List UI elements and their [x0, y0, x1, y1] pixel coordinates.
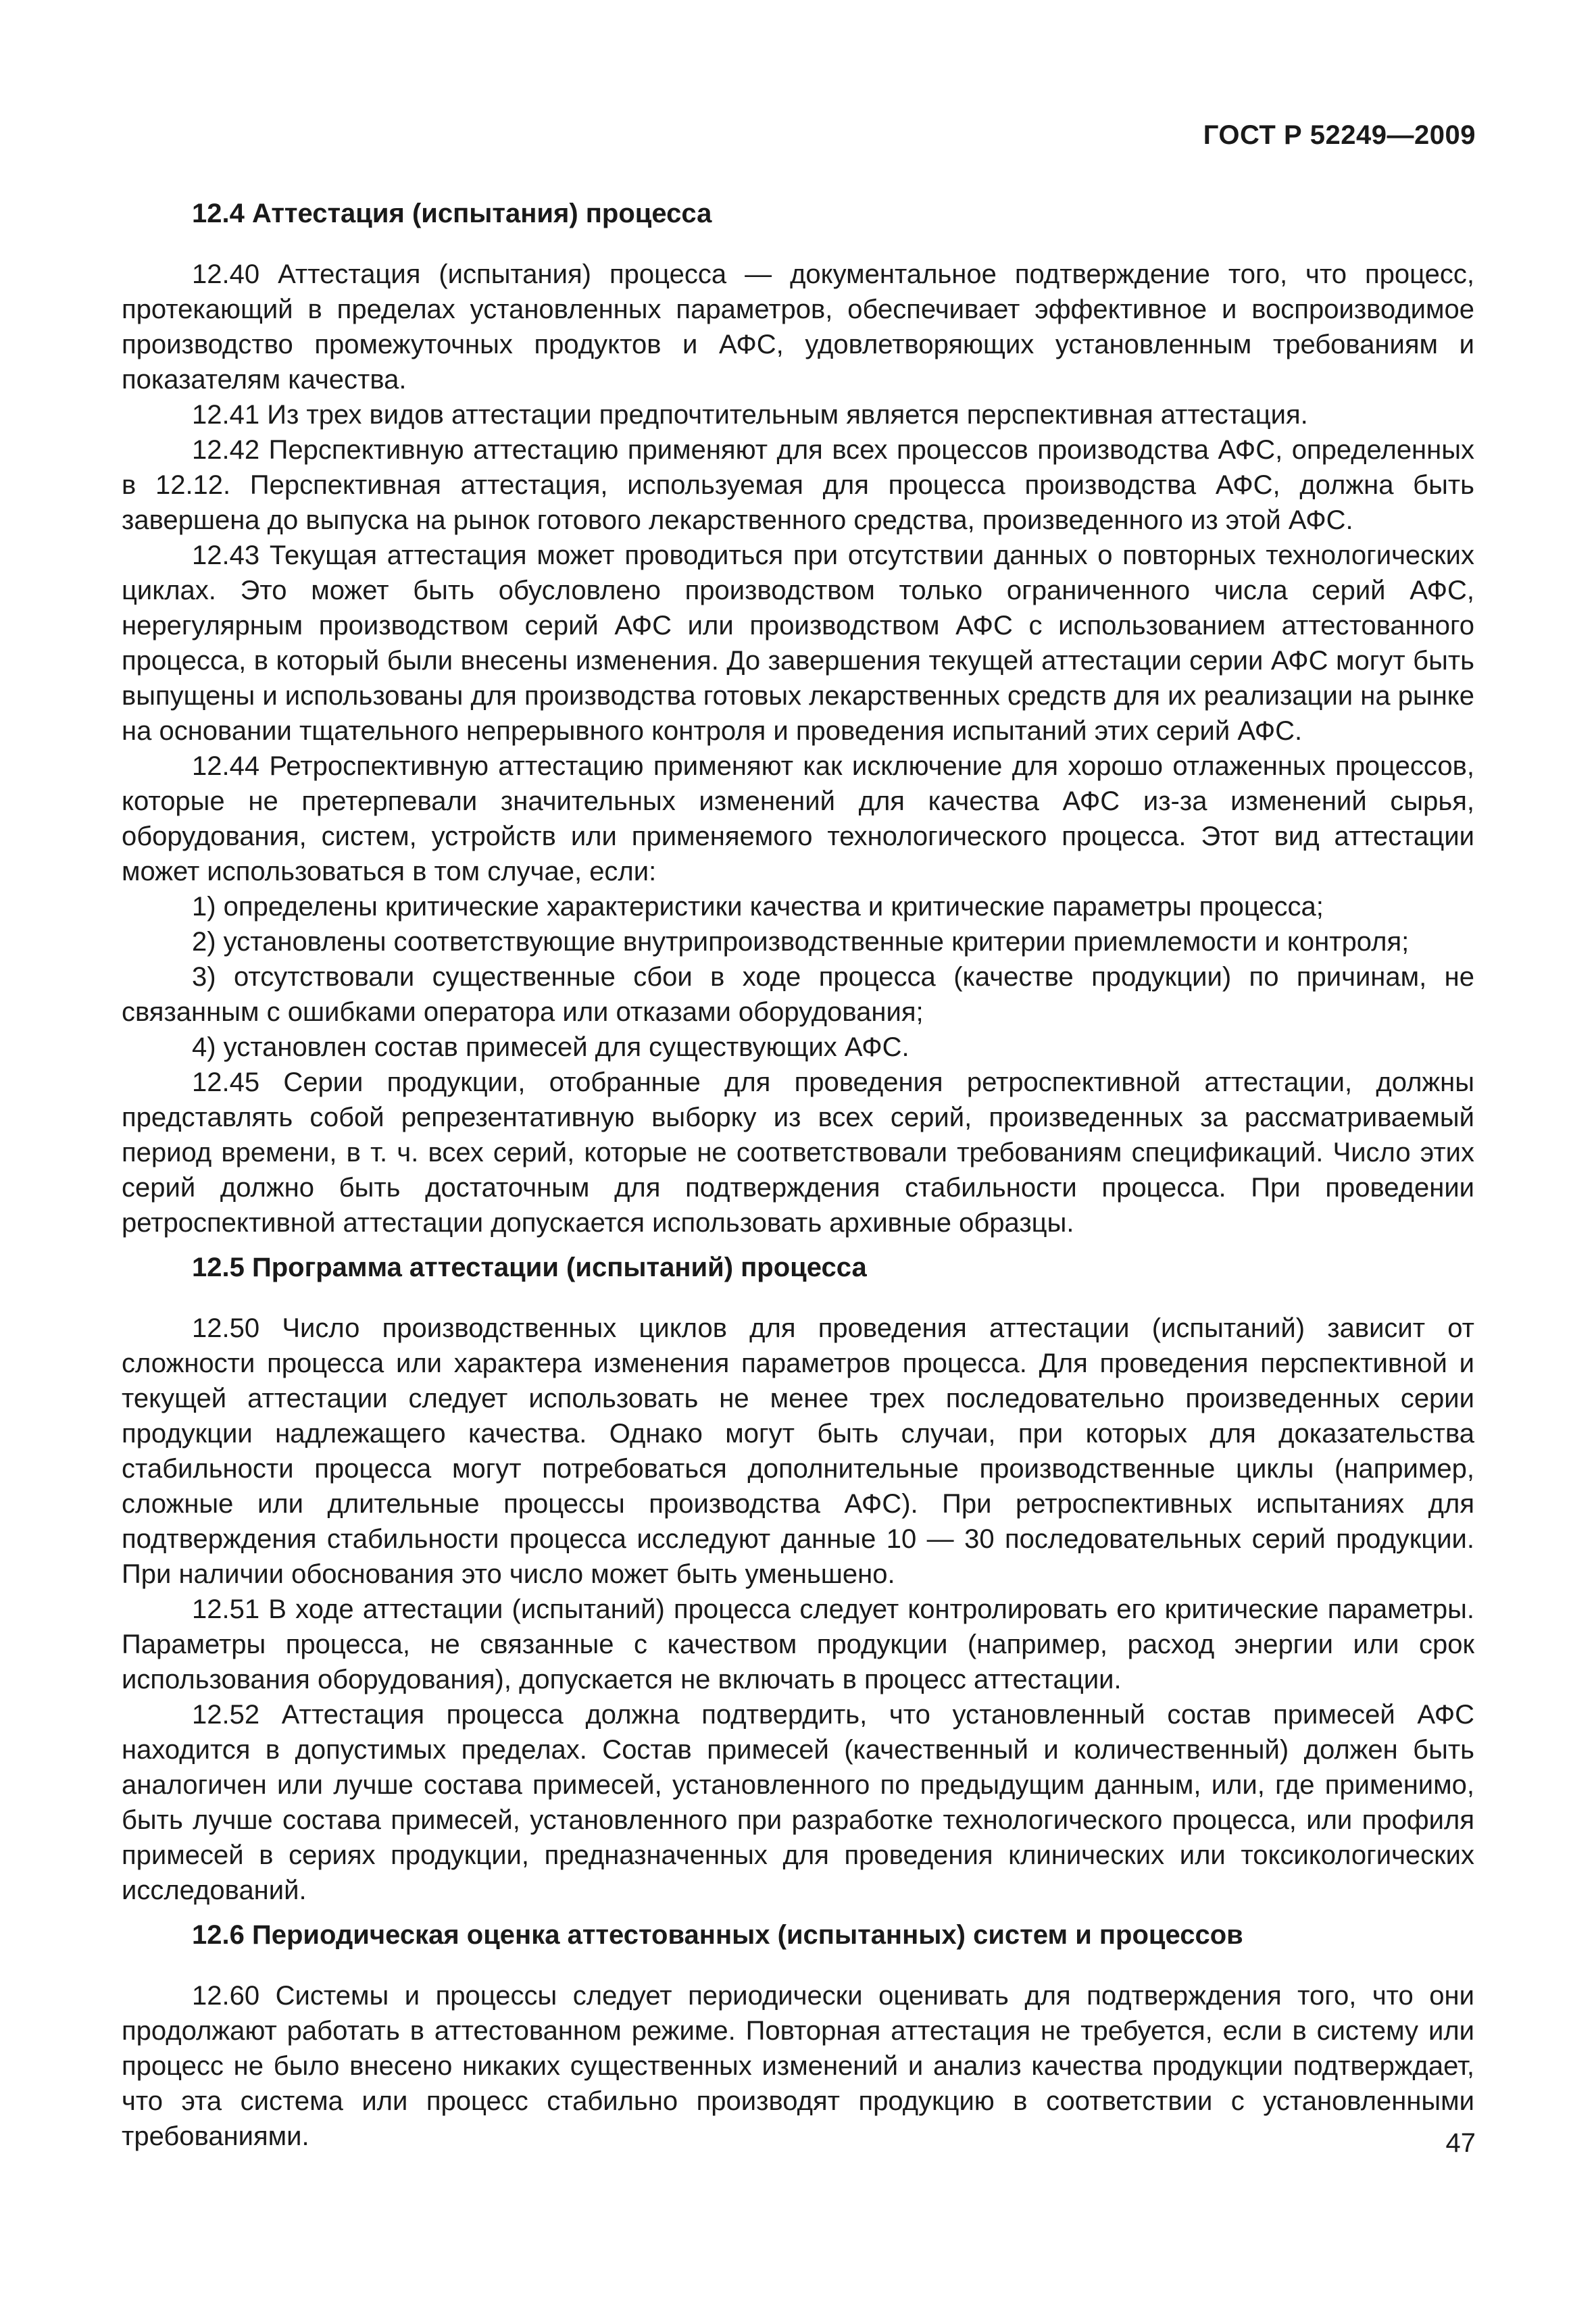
document-code: ГОСТ Р 52249—2009 [1203, 120, 1476, 150]
list-item: 3) отсутствовали существенные сбои в ходе процесса (качестве продукции) по причинам, не связанным с ошибками оператора или отказами оборудования; [122, 962, 1474, 1027]
paragraph: 12.52 Аттестация процесса должна подтвердить, что установленный состав примесей АФС находится в допустимых пределах. Состав примесей (качественный и количественный) должен быть аналогичен или лучше состава примесей, установленного по предыдущим данным, или, где применимо, быть лучше состава примесей, установленного при разработке технологического процесса, или профиля примесей в сериях продукции, предназначенных для проведения клинических или токсикологических исследований. [122, 1700, 1474, 1905]
list-item: 4) установлен состав примесей для существующих АФС. [192, 1032, 909, 1062]
page-number: 47 [1445, 2128, 1476, 2158]
paragraph: 12.51 В ходе аттестации (испытаний) процесса следует контролировать его критические параметры. Параметры процесса, не связанные с качеством продукции (например, расход энергии или срок использования оборудования), допускается не включать в процесс аттестации. [122, 1594, 1474, 1694]
section-title: 12.4 Аттестация (испытания) процесса [192, 199, 712, 228]
paragraph: 12.50 Число производственных циклов для проведения аттестации (испытаний) зависит от сложности процесса или характера изменения параметров процесса. Для проведения перспективной и текущей аттестации следует использовать не менее трех последовательно произведенных серии продукции надлежащего качества. Однако могут быть случаи, при которых для доказательства стабильности процесса могут потребоваться дополнительные производственные циклы (например, сложные или длительные процессы производства АФС). При ретроспективных испытаниях для подтверждения стабильности процесса исследуют данные 10 — 30 последовательных серий продукции. При наличии обоснования это число может быть уменьшено. [122, 1313, 1474, 1589]
paragraph: 12.43 Текущая аттестация может проводиться при отсутствии данных о повторных технологических циклах. Это может быть обусловлено производством только ограниченного числа серий АФС, нерегулярным производством серий АФС или производством АФС с использованием аттестованного процесса, в который были внесены изменения. До завершения текущей аттестации серии АФС могут быть выпущены и использованы для производства готовых лекарственных средств для их реализации на рынке на основании тщательного непрерывного контроля и проведения испытаний этих серий АФС. [122, 540, 1474, 746]
paragraph: 12.60 Системы и процессы следует периодически оценивать для подтверждения того, что они продолжают работать в аттестованном режиме. Повторная аттестация не требуется, если в систему или процесс не было внесено никаких существенных изменений и анализ качества продукции подтверждает, что эта система или процесс стабильно производят продукцию в соответствии с установленными требованиями. [122, 1981, 1474, 2151]
list-item: 2) установлены соответствующие внутрипроизводственные критерии приемлемости и контроля; [192, 927, 1410, 957]
list-item: 1) определены критические характеристики качества и критические параметры процесса; [192, 892, 1324, 922]
section-title: 12.6 Периодическая оценка аттестованных (испытанных) систем и процессов [192, 1920, 1243, 1950]
paragraph: 12.40 Аттестация (испытания) процесса — документальное подтверждение того, что процесс, протекающий в пределах установленных параметров, обеспечивает эффективное и воспроизводимое производство промежуточных продуктов и АФС, удовлетворяющих установленным требованиям и показателям качества. [122, 259, 1474, 395]
paragraph: 12.44 Ретроспективную аттестацию применяют как исключение для хорошо отлаженных процессов, которые не претерпевали значительных изменений для качества АФС из-за изменений сырья, оборудования, систем, устройств или применяемого технологического процесса. Этот вид аттестации может использоваться в том случае, если: [122, 751, 1474, 886]
section-title: 12.5 Программа аттестации (испытаний) процесса [192, 1253, 867, 1282]
paragraph: 12.45 Серии продукции, отобранные для проведения ретроспективной аттестации, должны представлять собой репрезентативную выборку из всех серий, произведенных за рассматриваемый период времени, в т. ч. всех серий, которые не соответствовали требованиям спецификаций. Число этих серий должно быть достаточным для подтверждения стабильности процесса. При проведении ретроспективной аттестации допускается использовать архивные образцы. [122, 1067, 1474, 1238]
document-body [122, 196, 1474, 2154]
paragraph: 12.42 Перспективную аттестацию применяют для всех процессов производства АФС, определенных в 12.12. Перспективная аттестация, используемая для процесса производства АФС, должна быть завершена до выпуска на рынок готового лекарственного средства, произведенного из этой АФС. [122, 435, 1474, 535]
paragraph: 12.41 Из трех видов аттестации предпочтительным является перспективная аттестация. [192, 400, 1308, 430]
